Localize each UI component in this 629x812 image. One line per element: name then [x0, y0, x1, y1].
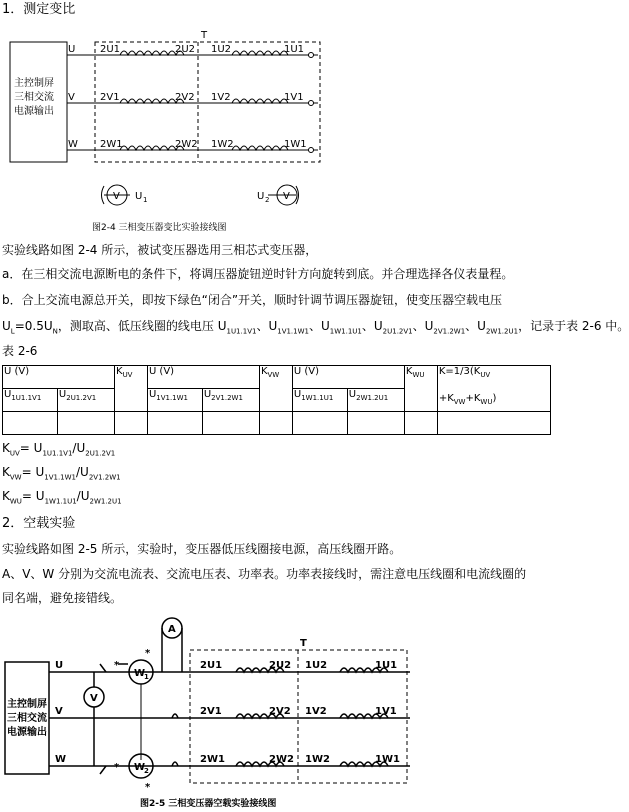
- fig1-2w2: 2W2: [175, 139, 198, 150]
- fig1-box-line3: 电源输出: [14, 106, 54, 117]
- fig2-2w1: 2W1: [200, 754, 225, 765]
- fig1-meter2-symbol: V: [283, 191, 290, 202]
- para-1: 实验线路如图 2-4 所示，被试变压器选用三相芯式变压器，: [2, 243, 318, 257]
- table-col-u2u1v1: $U_{2U1.2V1}$: [57, 389, 114, 412]
- fig2-phase-v: V: [55, 706, 63, 717]
- fig2-1v2: 1V2: [305, 706, 327, 717]
- fig1-meter1-symbol: V: [113, 191, 120, 202]
- fig2-1w2: 1W2: [305, 754, 330, 765]
- para-4: $U_L=0.5U_N$，测取高、低压线圈的线电压 $U_{1U1.1V1}$、$U_{1V1.1W1}$、$U_{1W1.1U1}$、$U_{2U1.2V1}$、$U_{2V1.2W1}$、$U_{2W1.2U1}$，记录于表 2-6 中。: [2, 319, 629, 336]
- fig2-w1-label: W: [134, 668, 146, 679]
- fig2-2u1: 2U1: [200, 660, 223, 671]
- fig1-1v1: 1V1: [284, 92, 304, 103]
- fig2-box-line1: 主控制屏: [7, 699, 47, 710]
- fig1-box-line2: 三相交流: [14, 92, 54, 103]
- fig1-phase-u: U: [68, 44, 76, 55]
- fig2-caption: 图2-5 三相变压器空载实验接线图: [140, 799, 277, 809]
- fig1-1v2: 1V2: [211, 92, 231, 103]
- fig1-phase-w: W: [68, 139, 78, 150]
- para-6: A、V、W 分别为交流电流表、交流电压表、功率表。功率表接线时，需注意电压线圈和电流线圈的: [2, 567, 527, 581]
- formula-k-vw: $K_{VW}= U_{1V1.1W1}/U_{2V1.2W1}$: [2, 465, 121, 482]
- fig1-caption: 图2-4 三相变压器变比实验接线图: [92, 223, 227, 233]
- fig1-2u1: 2U1: [100, 44, 121, 55]
- fig2-2u2: 2U2: [269, 660, 292, 671]
- fig2-w1-sub: 1: [144, 673, 149, 681]
- table-head-u1: U (V): [3, 366, 115, 389]
- fig1-1u1: 1U1: [284, 44, 305, 55]
- fig2-1u2: 1U2: [305, 660, 328, 671]
- fig1-meter1-sub: 1: [143, 196, 148, 204]
- fig1-phase-v: V: [68, 92, 75, 103]
- fig2-w2-sub: 2: [144, 767, 149, 775]
- table-k-avg: $K=1/3(K_{UV}$ $+K_{VW}+K_{WU}$): [437, 366, 550, 412]
- table-head-u3: U (V): [292, 366, 404, 389]
- fig2-core-label: T: [300, 638, 307, 649]
- para-2: a．在三相交流电源断电的条件下，将调压器旋钮逆时针方向旋转到底。并合理选择各仪表量程。: [2, 267, 514, 281]
- fig1-meter2-sub: 2: [265, 196, 270, 204]
- fig1-meter1-label: U: [135, 191, 143, 202]
- fig2-ammeter-label: A: [168, 624, 176, 635]
- fig2-1u1: 1U1: [375, 660, 398, 671]
- fig2-1v1: 1V1: [375, 706, 397, 717]
- fig2-star-3: *: [114, 762, 120, 773]
- fig1-box-line1: 主控制屏: [14, 78, 54, 89]
- fig2-1w1: 1W1: [375, 754, 400, 765]
- formula-k-uv: $K_{UV}= U_{1U1.1V1}/U_{2U1.2V1}$: [2, 441, 116, 458]
- table-col-u1v1w1: $U_{1V1.1W1}$: [147, 389, 202, 412]
- fig1-2u2: 2U2: [175, 44, 196, 55]
- table-col-u2v1w1: $U_{2V1.2W1}$: [202, 389, 259, 412]
- section-1-title: 1．测定变比: [2, 2, 76, 17]
- fig2-voltmeter-label: V: [90, 693, 98, 704]
- fig1-1w1: 1W1: [284, 139, 307, 150]
- table-title: 表 2-6: [2, 344, 38, 358]
- table-k-vw: $K_{VW}$: [259, 366, 292, 412]
- fig2-2v1: 2V1: [200, 706, 222, 717]
- fig2-box-line2: 三相交流: [7, 713, 47, 724]
- fig1-1w2: 1W2: [211, 139, 234, 150]
- fig2-star-4: *: [145, 782, 151, 793]
- table-col-u1w1u1: $U_{1W1.1U1}$: [292, 389, 347, 412]
- para-3: b．合上交流电源总开关，即按下绿色“闭合”开关，顺时针调节调压器旋钮，使变压器空载电压: [2, 293, 503, 307]
- fig2-2w2: 2W2: [269, 754, 294, 765]
- para-5: 实验线路如图 2-5 所示，实验时，变压器低压线圈接电源，高压线圈开路。: [2, 542, 402, 556]
- fig2-star-2: *: [145, 648, 151, 659]
- table-col-u2w1u1: $U_{2W1.2U1}$: [347, 389, 404, 412]
- fig1-core-label: T: [201, 30, 208, 41]
- para-7: 同名端，避免接错线。: [2, 591, 123, 605]
- section-2-title: 2．空载实验: [2, 516, 76, 531]
- table-col-u1u1v1: $U_{1U1.1V1}$: [3, 389, 58, 412]
- fig1-1u2: 1U2: [211, 44, 232, 55]
- fig1-2w1: 2W1: [100, 139, 123, 150]
- fig2-phase-w: W: [55, 754, 67, 765]
- table-k-wu: $K_{WU}$: [404, 366, 437, 412]
- fig1-2v2: 2V2: [175, 92, 195, 103]
- formula-k-wu: $K_{WU}= U_{1W1.1U1}/U_{2W1.2U1}$: [2, 489, 122, 506]
- fig1-meter2-label: U: [257, 191, 265, 202]
- table-k-uv: $K_{UV}$: [115, 366, 148, 412]
- fig2-phase-u: U: [55, 660, 64, 671]
- table-head-u2: U (V): [147, 366, 259, 389]
- fig2-star-1: *: [114, 660, 120, 671]
- fig2-w2-label: W: [134, 762, 146, 773]
- fig1-2v1: 2V1: [100, 92, 120, 103]
- fig2-box-line3: 电源输出: [7, 727, 47, 738]
- fig2-2v2: 2V2: [269, 706, 291, 717]
